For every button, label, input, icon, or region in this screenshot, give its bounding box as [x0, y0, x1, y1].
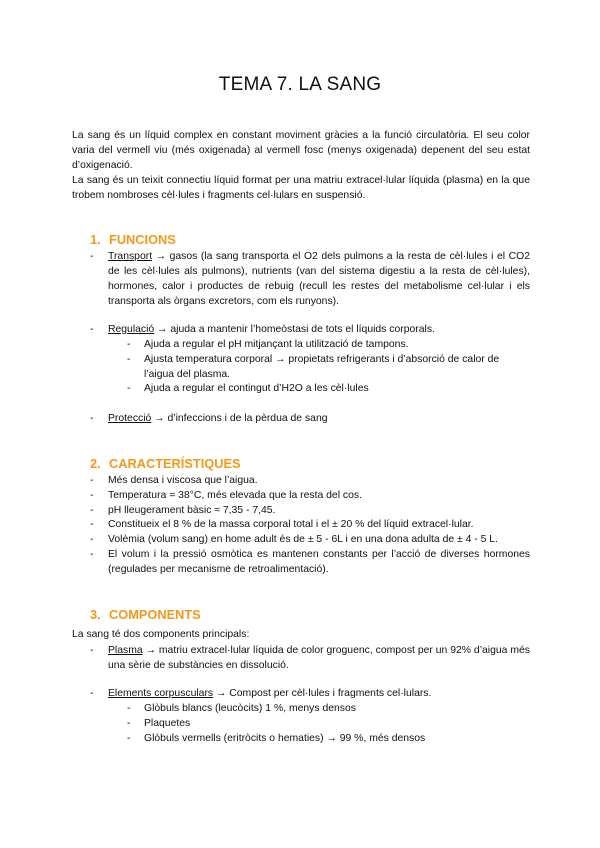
term-proteccio: Protecció: [108, 413, 152, 424]
list-item: [90, 517, 530, 532]
sub-item-text: Glòbuls vermells (eritròcits o hematies) → 99 %, més densos: [144, 733, 426, 744]
list-item: [90, 532, 530, 547]
sub-item: [127, 716, 530, 731]
item-text: → Compost per cèl·lules i fragments cel·lulars.: [213, 688, 432, 699]
term-regulacio: Regulació: [108, 324, 155, 335]
item-text: El volum i la pressió osmòtica es mantenen constants per l’acció de diverses hormones (regulades per mecanisme de retroalimentació).: [108, 549, 530, 575]
list-item-regulacio: [90, 322, 530, 337]
sub-item: [127, 731, 530, 746]
dash-bullet: -: [127, 339, 131, 350]
dash-bullet: -: [90, 505, 94, 516]
sub-item: [127, 701, 530, 716]
list-item-elements-corpusculars: [90, 686, 530, 701]
dash-bullet: -: [90, 645, 94, 656]
sub-item-text: Ajuda a regular el contingut d’H2O a les cèl·lules: [144, 383, 369, 394]
term-transport: Transport: [108, 251, 153, 262]
dash-bullet: -: [127, 383, 131, 394]
section-title: FUNCIONS: [109, 232, 176, 247]
dash-bullet: -: [90, 490, 94, 501]
dash-bullet: -: [90, 475, 94, 486]
components-intro: La sang té dos components principals:: [72, 629, 250, 640]
sub-item: [127, 337, 530, 352]
dash-bullet: -: [127, 703, 131, 714]
item-text: Constitueix el 8 % de la massa corporal total i el ± 20 % del líquid extracel·lular.: [108, 519, 474, 530]
section-heading-caracteristiques: [90, 456, 241, 471]
intro-paragraph-1: La sang és un líquid complex en constant moviment gràcies a la funció circulatòria. El seu color varia del vermell viu (més oxigenada) al vermell fosc (menys oxigenada) depenent del seu estat d’oxigenació.: [72, 130, 530, 171]
list-item-plasma: [90, 643, 530, 673]
item-text: → gasos (la sang transporta el O2 dels pulmons a la resta de cèl·lules i el CO2 de les cèl·lules als pulmons), nutrients (van del sistema digestiu a la resta de cèl·lules), hormones, calor i productes de rebuig (recull les restes del metabolisme cel·lular i els transporta als òrgans excretors, com els runyons).: [108, 251, 530, 307]
term-elements-corpusculars: Elements corpusculars: [108, 688, 214, 699]
list-item: [90, 488, 530, 503]
list-item: [90, 503, 530, 518]
sub-item: [127, 352, 530, 382]
dash-bullet: -: [90, 251, 94, 262]
dash-bullet: -: [90, 688, 94, 699]
page-title: TEMA 7. LA SANG: [218, 74, 382, 95]
dash-bullet: -: [90, 534, 94, 545]
item-text: Temperatura = 38°C, més elevada que la resta del cos.: [108, 490, 362, 501]
dash-bullet: -: [127, 718, 131, 729]
list-item: [90, 473, 530, 488]
dash-bullet: -: [90, 413, 94, 424]
list-item-proteccio: [90, 411, 530, 426]
section-heading-funcions: [90, 232, 176, 247]
list-item-transport: [90, 249, 530, 309]
dash-bullet: -: [127, 354, 131, 365]
sub-item-text: Plaquetes: [144, 718, 191, 729]
dash-bullet: -: [90, 549, 94, 560]
intro-paragraph-2: La sang és un teixit connectiu líquid format per una matriu extracel·lular líquida (plasma) en la que trobem nombroses cèl·lules i fragments cel·lulars en suspensió.: [72, 175, 530, 201]
section-number: 3.: [90, 607, 101, 622]
section-number: 1.: [90, 232, 101, 247]
dash-bullet: -: [127, 733, 131, 744]
section-title: COMPONENTS: [109, 607, 201, 622]
item-text: → matriu extracel·lular líquida de color groguenc, compost per un 92% d’aigua més una sèrie de substàncies en dissolució.: [108, 645, 530, 671]
list-item: [90, 547, 530, 577]
item-text: → d’infeccions i de la pèrdua de sang: [151, 413, 328, 424]
sub-item: [127, 381, 530, 396]
item-text: → ajuda a mantenir l’homeòstasi de tots el líquids corporals.: [154, 324, 435, 335]
term-plasma: Plasma: [108, 645, 143, 656]
item-text: Volèmia (volum sang) en home adult és de ± 5 - 6L i en una dona adulta de ± 4 - 5 L.: [108, 534, 498, 545]
item-text: Més densa i viscosa que l’aigua.: [108, 475, 258, 486]
sub-item-text: Ajusta temperatura corporal → propietats refrigerants i d’absorció de calor de l’aigua del plasma.: [144, 354, 500, 380]
item-text: pH lleugerament bàsic ≈ 7,35 - 7,45.: [108, 505, 276, 516]
section-number: 2.: [90, 456, 101, 471]
section-title: CARACTERÍSTIQUES: [109, 456, 241, 471]
sub-item-text: Ajuda a regular el pH mitjançant la utilització de tampons.: [144, 339, 409, 350]
dash-bullet: -: [90, 519, 94, 530]
sub-item-text: Glòbuls blancs (leucòcits) 1 %, menys densos: [144, 703, 356, 714]
section-heading-components: [90, 607, 201, 622]
dash-bullet: -: [90, 324, 94, 335]
